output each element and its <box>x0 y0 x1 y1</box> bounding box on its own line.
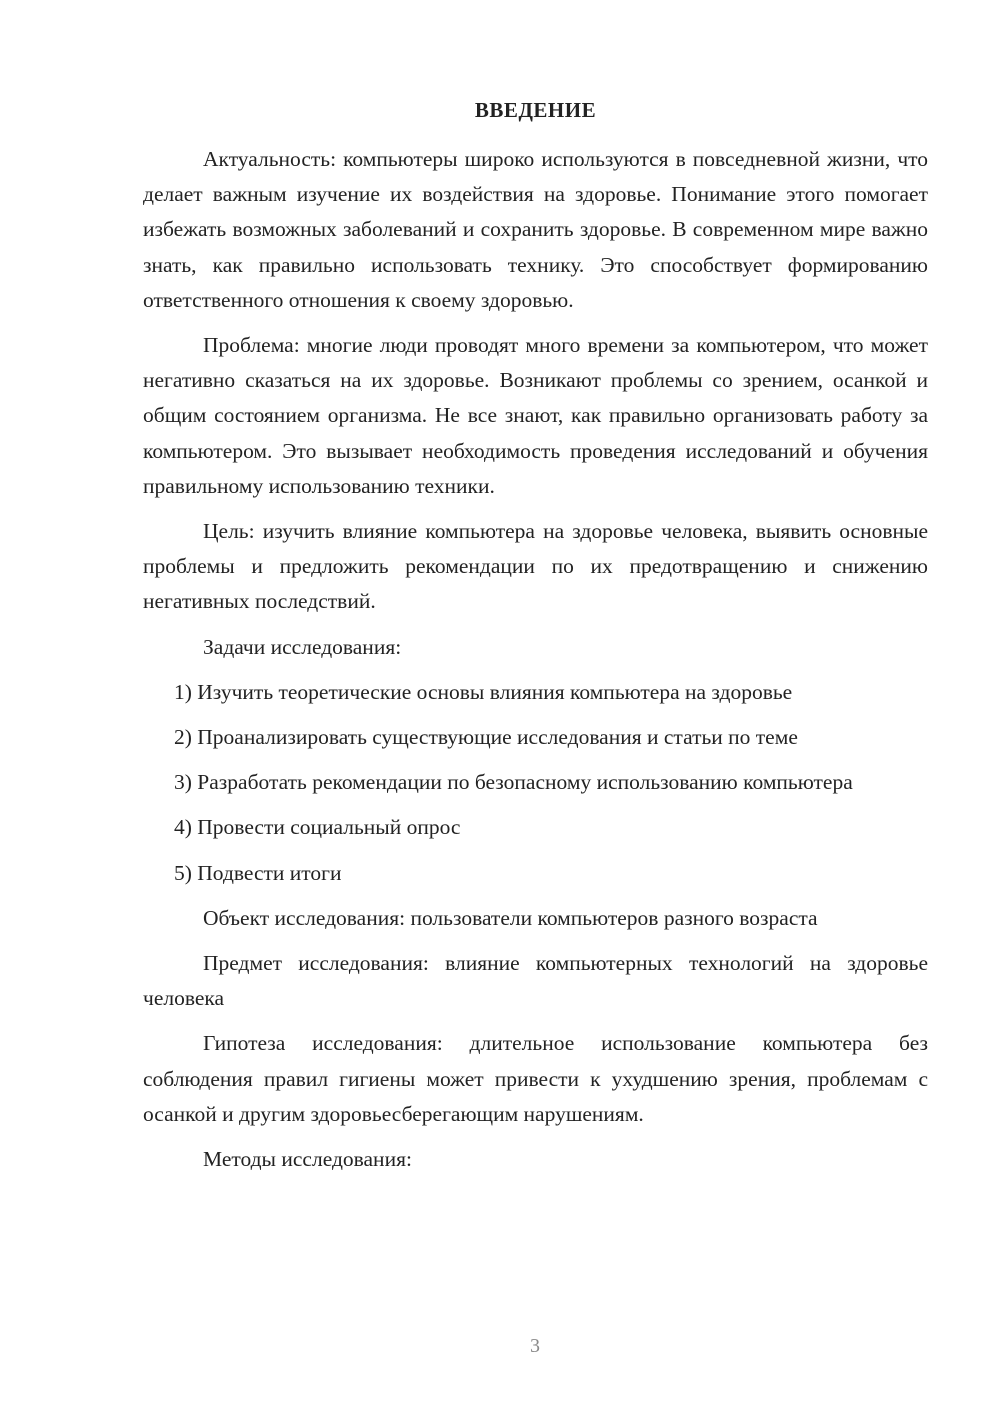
paragraph-object: Объект исследования: пользователи компьютеров разного возраста <box>203 905 818 930</box>
section-heading: ВВЕДЕНИЕ <box>474 98 597 122</box>
task-item-2: 2) Проанализировать существующие исследования и статьи по теме <box>174 725 798 750</box>
paragraph-goal: Цель: изучить влияние компьютера на здоровье человека, выявить основные проблемы и предложить рекомендации по их предотвращению и снижению негативных последствий. <box>143 519 928 614</box>
task-item-1: 1) Изучить теоретические основы влияния компьютера на здоровье <box>174 679 793 704</box>
paragraph-tasks-heading: Задачи исследования: <box>203 634 402 659</box>
paragraph-methods: Методы исследования: <box>203 1147 412 1172</box>
paragraph-hypothesis: Гипотеза исследования: длительное использование компьютера без соблюдения правил гигиены может привести к ухудшению зрения, проблемам с осанкой и другим здоровьесберегающим нарушениям. <box>143 1031 928 1126</box>
task-item-3: 3) Разработать рекомендации по безопасному использованию компьютера <box>174 770 853 795</box>
paragraph-problem: Проблема: многие люди проводят много времени за компьютером, что может негативно сказаться на их здоровье. Возникают проблемы со зрением, осанкой и общим состоянием организма. Не все знают, как правильно организовать работу за компьютером. Это вызывает необходимость проведения исследований и обучения правильному использованию техники. <box>143 333 928 498</box>
page-number: 3 <box>530 1335 540 1357</box>
task-item-4: 4) Провести социальный опрос <box>174 815 461 840</box>
paragraph-relevance: Актуальность: компьютеры широко используются в повседневной жизни, что делает важным изучение их воздействия на здоровье. Понимание этого помогает избежать возможных заболеваний и сохранить здоровье. В современном мире важно знать, как правильно использовать технику. Это способствует формированию ответственного отношения к своему здоровью. <box>143 147 928 312</box>
paragraph-subject: Предмет исследования: влияние компьютерных технологий на здоровье человека <box>143 951 928 1011</box>
document-body <box>143 142 928 1187</box>
task-item-5: 5) Подвести итоги <box>174 860 342 885</box>
